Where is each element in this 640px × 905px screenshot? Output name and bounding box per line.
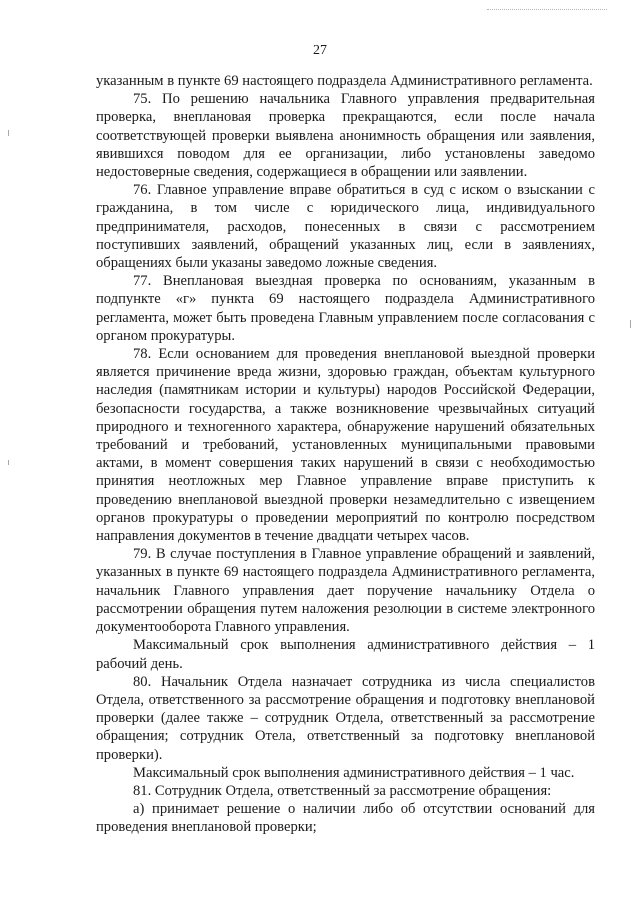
paragraph-81: 81. Сотрудник Отдела, ответственный за рассмотрение обращения: — [133, 782, 552, 799]
scan-artifact-marks — [487, 9, 607, 12]
document-body — [96, 72, 595, 837]
scan-artifact-dot — [630, 320, 631, 328]
paragraph-81-a: а) принимает решение о наличии либо об отсутствии оснований для проведения внеплановой проверки; — [96, 801, 595, 836]
paragraph-78: 78. Если основанием для проведения внеплановой выездной проверки является причинение вреда жизни, здоровью граждан, объектам культурного наследия (памятникам истории и культуры) народов Российской Федерации, безопасности государства, а также возникновение чрезвычайных ситуаций природного и техногенного характера, обнаружение нарушений обязательных требований и требований, установленных муниципальными правовыми актами, в момент совершения таких нарушений в связи с необходимостью принятия неотложных мер Главное управление вправе приступить к проведению внеплановой выездной проверки незамедлительно с извещением органов прокуратуры о проведении мероприятий по контролю посредством направления документов в течение двадцати четырех часов. — [96, 346, 595, 545]
paragraph-80: 80. Начальник Отдела назначает сотрудника из числа специалистов Отдела, ответственного за рассмотрение обращения и подготовку внеплановой проверки (далее также – сотрудник Отдела, ответственный за рассмотрение обращения; сотрудник Отела, ответственный за подготовку внеплановой проверки). — [96, 673, 595, 763]
scan-artifact-dot — [8, 460, 9, 465]
paragraph-79: 79. В случае поступления в Главное управление обращений и заявлений, указанных в пункте 69 настоящего подраздела Административного регламента, начальник Главного управления дает поручение начальнику Отдела о рассмотрении обращения путем наложения резолюции в системе электронного документооборота Главного управления. — [96, 546, 595, 636]
paragraph-75: 75. По решению начальника Главного управления предварительная проверка, внеплановая проверка прекращаются, если после начала соответствующей проверки выявлена анонимность обращения или заявления, явившихся поводом для ее организации, либо установлены заведомо недостоверные сведения, содержащиеся в обращении или заявлении. — [96, 91, 595, 181]
page-number: 27 — [313, 43, 327, 58]
paragraph-77: 77. Внеплановая выездная проверка по основаниям, указанным в подпункте «г» пункта 69 настоящего подраздела Административного регламента, может быть проведена Главным управлением после согласования с органом прокуратуры. — [96, 273, 595, 344]
paragraph-79-deadline: Максимальный срок выполнения административного действия – 1 рабочий день. — [96, 637, 595, 672]
scan-artifact-dot — [8, 130, 9, 136]
paragraph-76: 76. Главное управление вправе обратиться в суд с иском о взыскании с гражданина, в том числе с юридического лица, индивидуального предпринимателя, расходов, понесенных в связи с рассмотрением поступивших заявлений, обращений указанных лиц, если в заявлениях, обращениях были указаны заведомо ложные сведения. — [96, 182, 595, 272]
paragraph-80-deadline: Максимальный срок выполнения административного действия – 1 час. — [133, 764, 575, 781]
paragraph-continuation: указанным в пункте 69 настоящего подраздела Административного регламента. — [96, 73, 593, 89]
